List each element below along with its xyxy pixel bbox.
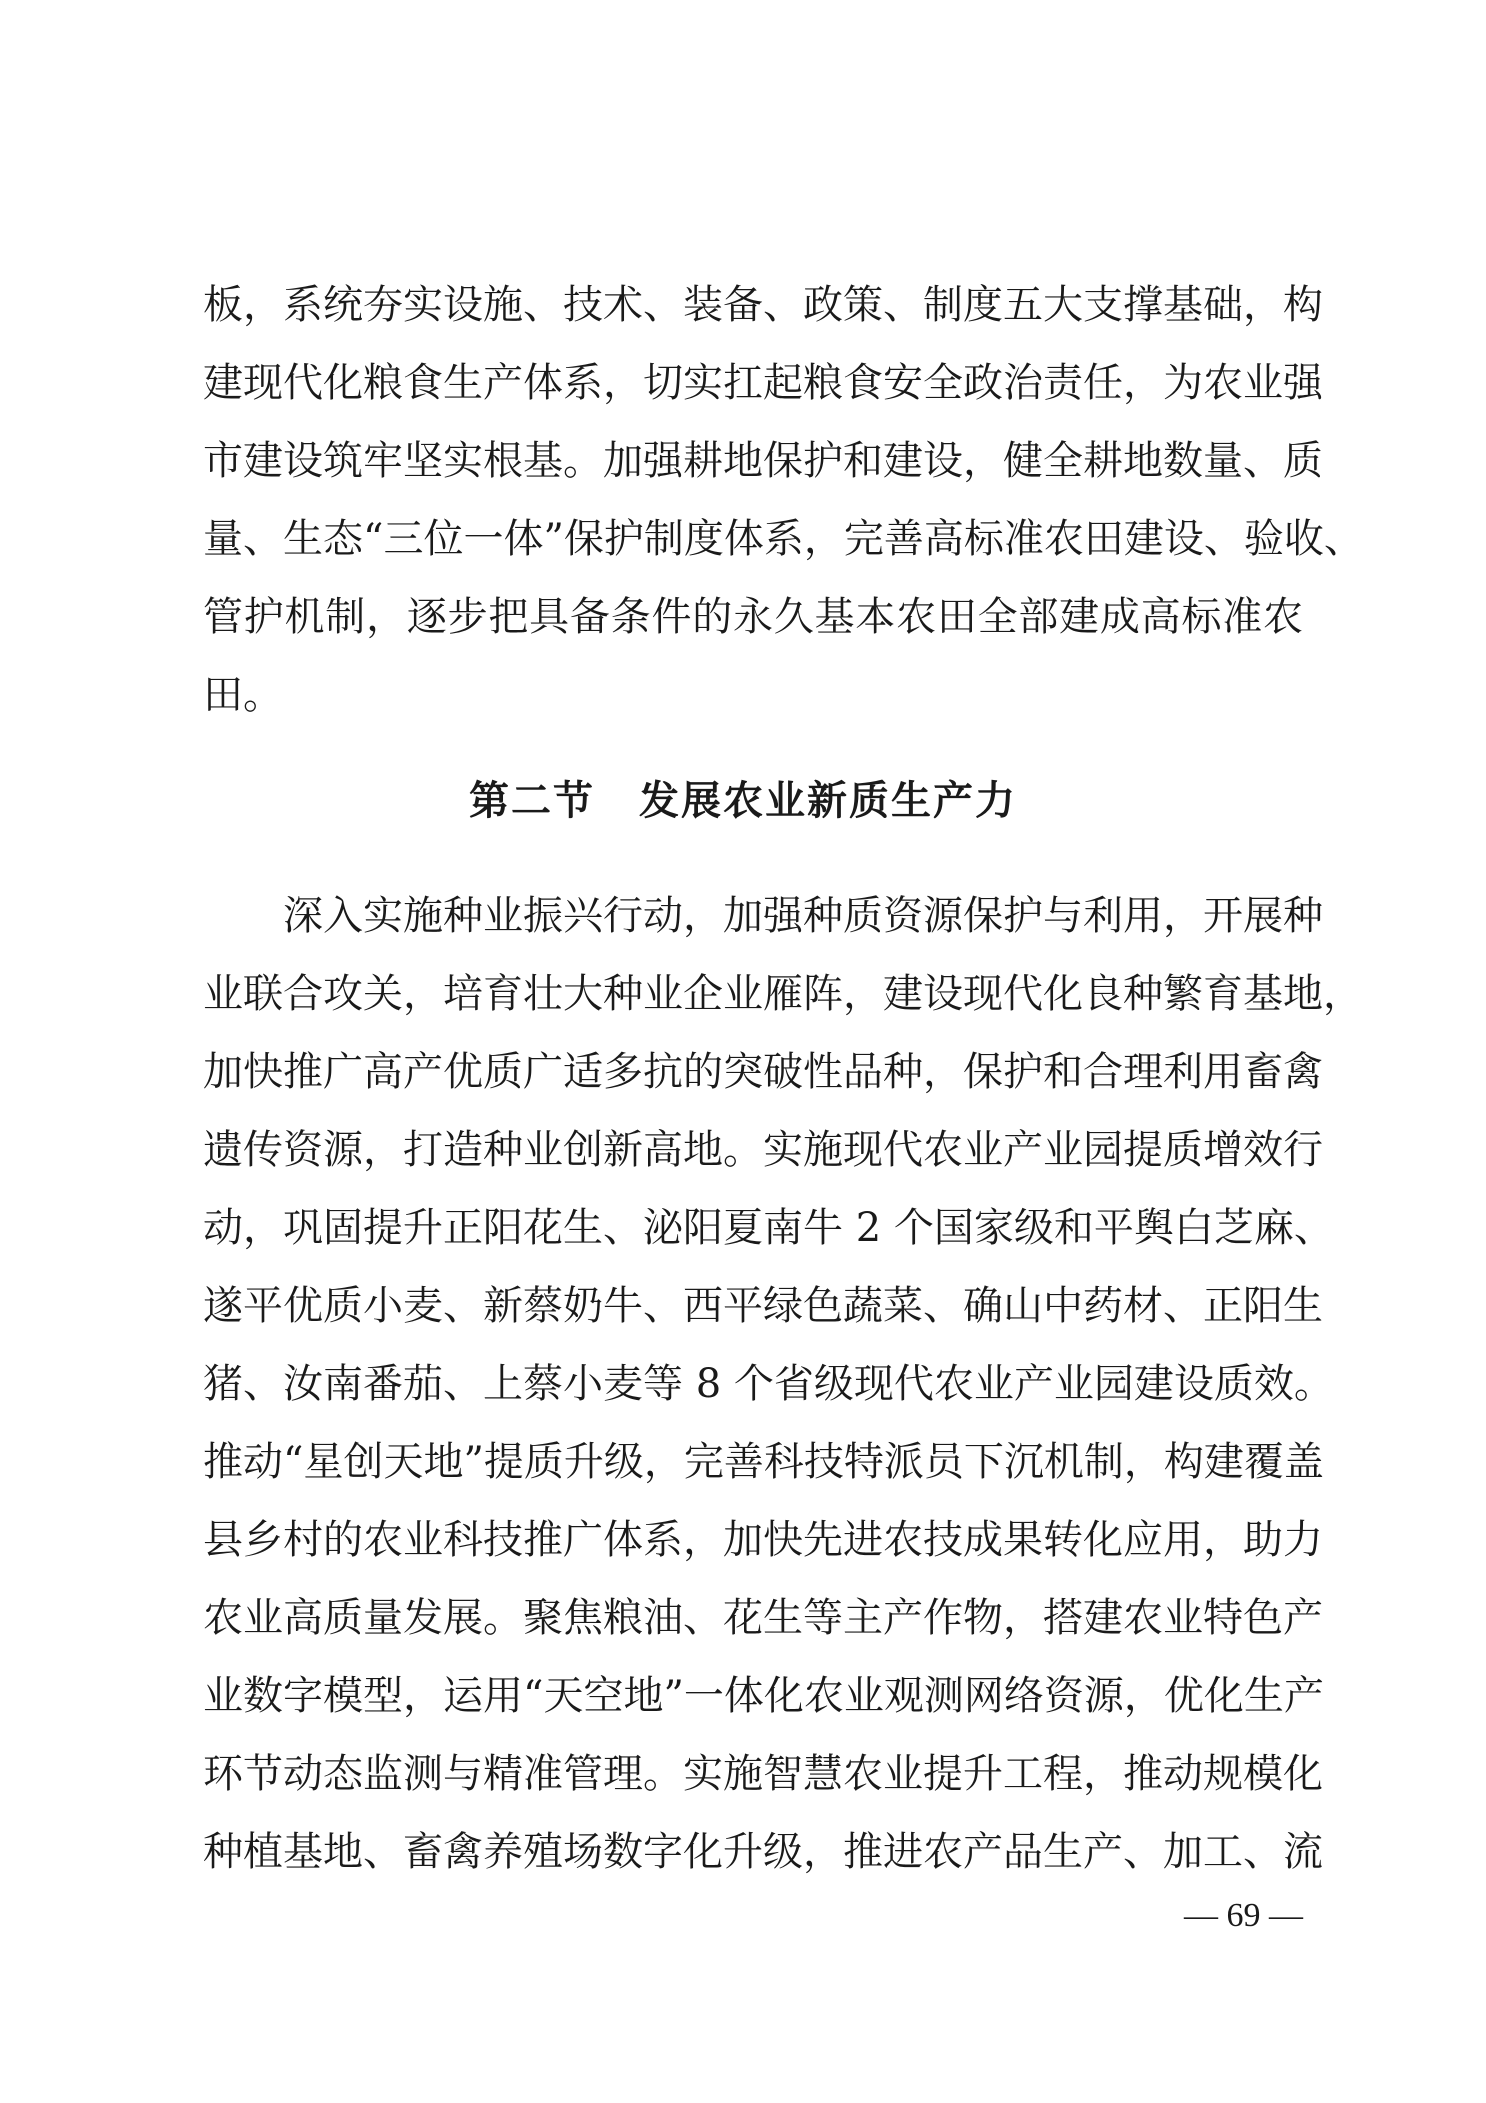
paragraph-1-line: 田。 bbox=[203, 672, 283, 718]
paragraph-2-line: 县乡村的农业科技推广体系，加快先进农技成果转化应用，助力 bbox=[203, 1517, 1323, 1563]
paragraph-2-line: 农业高质量发展。聚焦粮油、花生等主产作物，搭建农业特色产 bbox=[203, 1595, 1323, 1641]
paragraph-1-line: 管护机制，逐步把具备条件的永久基本农田全部建成高标准农 bbox=[203, 594, 1303, 640]
paragraph-2-line: 种植基地、畜禽养殖场数字化升级，推进农产品生产、加工、流 bbox=[203, 1829, 1323, 1875]
paragraph-2-line: 业数字模型，运用“天空地”一体化农业观测网络资源，优化生产 bbox=[203, 1673, 1324, 1719]
section-number: 第二节 bbox=[469, 778, 595, 824]
section-title: 发展农业新质生产力 bbox=[639, 778, 1017, 824]
paragraph-2-line: 加快推广高产优质广适多抗的突破性品种，保护和合理利用畜禽 bbox=[203, 1049, 1323, 1095]
paragraph-2-line: 深入实施种业振兴行动，加强种质资源保护与利用，开展种 bbox=[283, 893, 1323, 939]
section-heading bbox=[0, 762, 1486, 840]
paragraph-2-line: 动，巩固提升正阳花生、泌阳夏南牛 2 个国家级和平舆白芝麻、 bbox=[203, 1205, 1334, 1251]
paragraph-2-line: 环节动态监测与精准管理。实施智慧农业提升工程，推动规模化 bbox=[203, 1751, 1323, 1797]
page-number: — 69 — bbox=[1184, 1897, 1303, 1934]
paragraph-2-line: 猪、汝南番茄、上蔡小麦等 8 个省级现代农业产业园建设质效。 bbox=[203, 1361, 1334, 1407]
paragraph-2-line: 遗传资源，打造种业创新高地。实施现代农业产业园提质增效行 bbox=[203, 1127, 1323, 1173]
paragraph-2-line: 遂平优质小麦、新蔡奶牛、西平绿色蔬菜、确山中药材、正阳生 bbox=[203, 1283, 1323, 1329]
paragraph-2-line: 业联合攻关，培育壮大种业企业雁阵，建设现代化良种繁育基地， bbox=[203, 971, 1363, 1017]
paragraph-2-line: 推动“星创天地”提质升级，完善科技特派员下沉机制，构建覆盖 bbox=[203, 1439, 1324, 1485]
paragraph-1-line: 量、生态“三位一体”保护制度体系，完善高标准农田建设、验收、 bbox=[203, 516, 1364, 562]
paragraph-1-line: 建现代化粮食生产体系，切实扛起粮食安全政治责任，为农业强 bbox=[203, 360, 1323, 406]
paragraph-1-line: 市建设筑牢坚实根基。加强耕地保护和建设，健全耕地数量、质 bbox=[203, 438, 1323, 484]
paragraph-1-line: 板，系统夯实设施、技术、装备、政策、制度五大支撑基础，构 bbox=[203, 282, 1323, 328]
